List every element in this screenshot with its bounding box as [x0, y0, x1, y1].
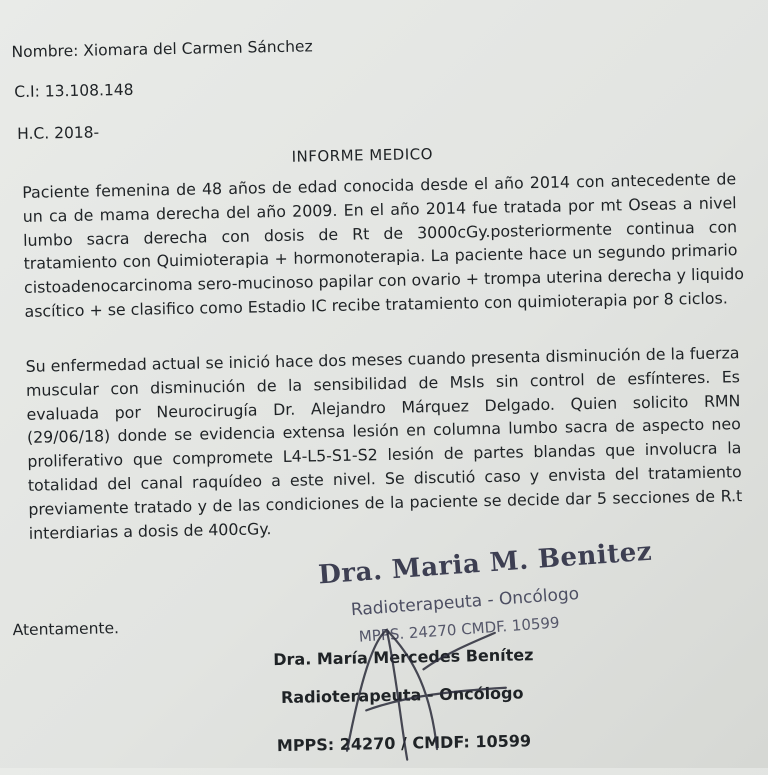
text-line: totalidad del canal raquídeo a este nivel. Se discutió caso y envista del tratamiento: [27, 462, 742, 495]
paragraph-background: [22, 167, 745, 323]
text-line: previamente tratado y de las condiciones de la paciente se decide dar 5 secciones de R.t: [28, 485, 743, 519]
signature-name: Dra. María Mercedes Benítez: [273, 645, 534, 670]
signature-role: Radioterapeuta - Oncólogo: [280, 683, 524, 708]
text-line: un ca de mama derecha del año 2009. En el año 2014 fue tratada por mt Oseas a nivel: [22, 192, 737, 226]
signature-registry: MPPS: 24270 / CMDF: 10599: [276, 731, 532, 756]
patient-name: Nombre: Xiomara del Carmen Sánchez: [11, 37, 313, 62]
closing: Atentamente.: [12, 619, 120, 640]
text-line: muscular con disminución de la sensibilidad de MsIs sin control de esfínteres. Es: [25, 366, 741, 400]
clinical-history: H.C. 2018-: [16, 123, 100, 143]
stamp-registry: MPPS. 24270 CMDF. 10599: [358, 613, 561, 646]
text-line: proliferativo que compromete L4-L5-S1-S2 lesión de partes blandas que involucra la: [27, 438, 742, 472]
report-title: INFORME MEDICO: [291, 145, 434, 166]
text-line: cistoadenocarcinoma sero-mucinoso papilar con ovario + trompa uterina derecha y liquido: [23, 264, 745, 298]
text-line: ascítico + se clasifico como Estadio IC recibe tratamiento con quimioterapia por 8 ciclos.: [24, 288, 728, 321]
patient-id: C.I: 13.108.148: [14, 80, 134, 102]
text-line: Su enfermedad actual se inició hace dos meses cuando presenta disminución de la fuerza: [25, 343, 740, 376]
text-line: interdiarias a dosis de 400cGy.: [28, 518, 272, 543]
stamp-name: Dra. Maria M. Benitez: [317, 536, 653, 591]
text-line: (29/06/18) donde se evidencia extensa lesión en columna lumbo sacra de aspecto neo: [26, 414, 742, 448]
text-line: tratamiento con Quimioterapia + hormonoterapia. La paciente hace un segundo primario: [23, 240, 738, 274]
text-line: lumbo sacra derecha con dosis de Rt de 3000cGy.posteriormente continua con: [22, 216, 738, 250]
paragraph-current-illness: [25, 341, 743, 545]
stamp-role: Radioterapeuta - Oncólogo: [350, 583, 580, 621]
handwritten-signature-icon: [324, 597, 527, 769]
text-line: Paciente femenina de 48 años de edad conocida desde el año 2014 con antecedente de: [22, 169, 737, 202]
text-line: evaluada por Neurocirugía Dr. Alejandro Márquez Delgado. Quien solicito RMN: [26, 390, 741, 424]
